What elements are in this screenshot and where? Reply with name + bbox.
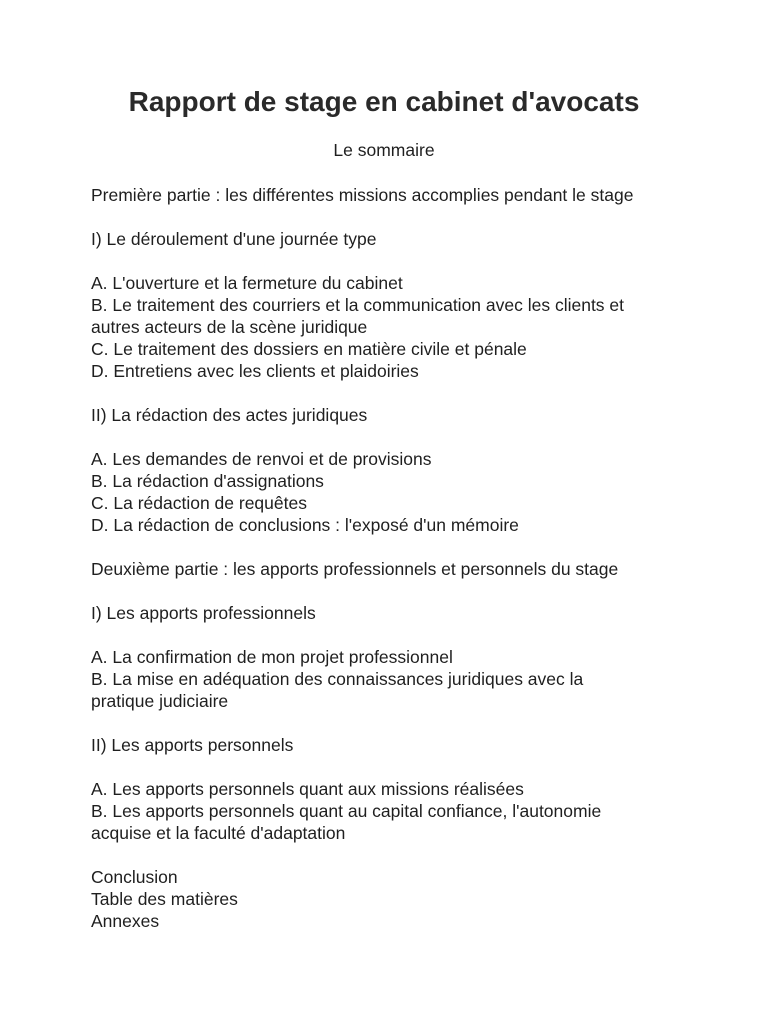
list-item: autres acteurs de la scène juridique	[91, 317, 368, 337]
part-heading: Deuxième partie : les apports professionnels et personnels du stage	[91, 559, 619, 579]
section-heading: II) La rédaction des actes juridiques	[91, 405, 368, 425]
closing-item-annexes: Annexes	[91, 911, 160, 931]
section-heading: I) Les apports professionnels	[91, 603, 316, 623]
list-item: A. La confirmation de mon projet professionnel	[91, 647, 453, 667]
closing-item-conclusion: Conclusion	[91, 867, 178, 887]
list-item: D. La rédaction de conclusions : l'exposé d'un mémoire	[91, 515, 519, 535]
section-heading: I) Le déroulement d'une journée type	[91, 229, 377, 249]
section-heading: II) Les apports personnels	[91, 735, 294, 755]
list-item: A. L'ouverture et la fermeture du cabinet	[91, 273, 403, 293]
list-item: A. Les apports personnels quant aux missions réalisées	[91, 779, 524, 799]
part-heading: Première partie : les différentes missions accomplies pendant le stage	[91, 185, 634, 205]
document-subtitle: Le sommaire	[333, 140, 435, 160]
list-item: C. La rédaction de requêtes	[91, 493, 307, 513]
list-item: pratique judiciaire	[91, 691, 229, 711]
list-item: B. La mise en adéquation des connaissances juridiques avec la	[91, 669, 584, 689]
document-title: Rapport de stage en cabinet d'avocats	[128, 86, 640, 117]
list-item: B. Les apports personnels quant au capital confiance, l'autonomie	[91, 801, 602, 821]
list-item: A. Les demandes de renvoi et de provisions	[91, 449, 432, 469]
closing-item-table-des-matieres: Table des matières	[91, 889, 238, 909]
table-of-contents	[91, 184, 691, 932]
list-item: C. Le traitement des dossiers en matière civile et pénale	[91, 339, 527, 359]
list-item: D. Entretiens avec les clients et plaidoiries	[91, 361, 419, 381]
list-item: B. Le traitement des courriers et la communication avec les clients et	[91, 295, 625, 315]
list-item: acquise et la faculté d'adaptation	[91, 823, 346, 843]
list-item: B. La rédaction d'assignations	[91, 471, 324, 491]
